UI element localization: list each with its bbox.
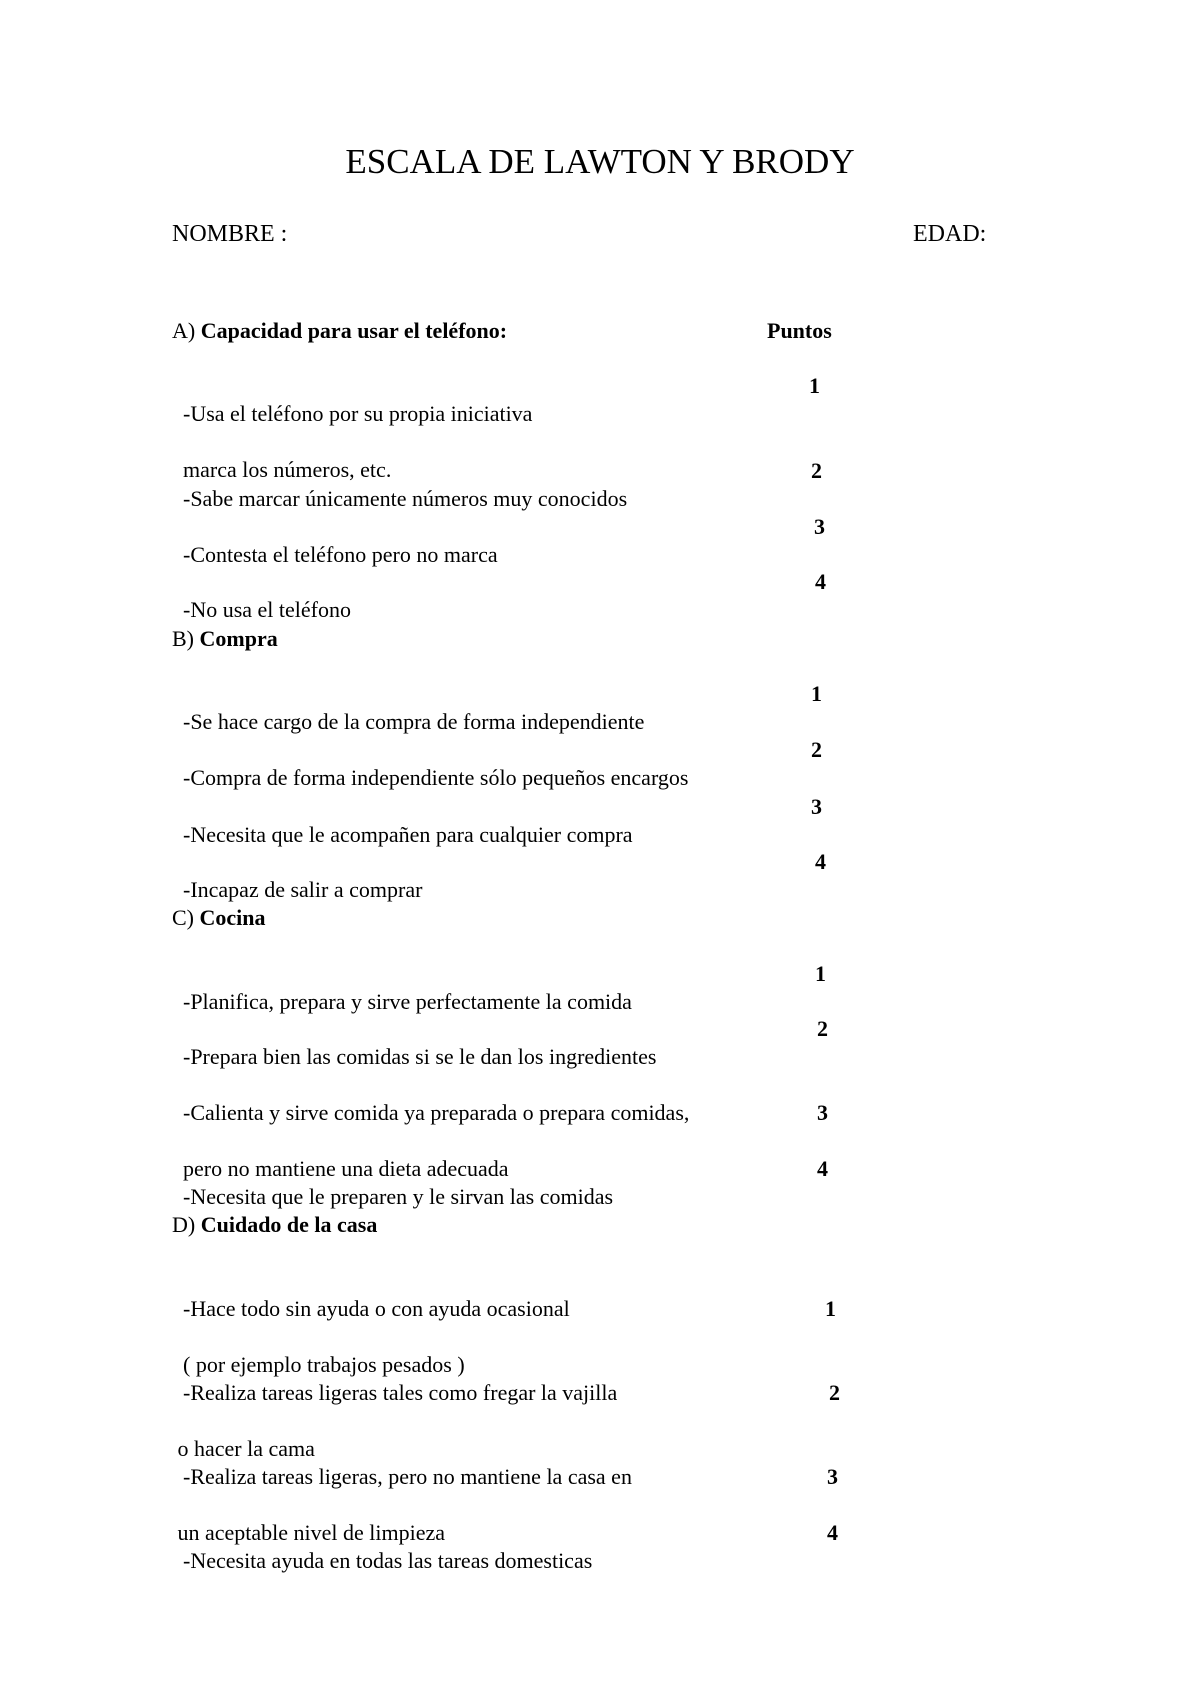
item-text: -Necesita que le preparen y le sirvan las comidas [183, 1184, 614, 1209]
item-text: -Sabe marcar únicamente números muy conocidos [183, 486, 628, 511]
section-letter: C) [172, 905, 194, 930]
list-item [172, 513, 498, 569]
item-points: 3 [811, 794, 822, 819]
item-points: 3 [817, 1100, 828, 1125]
item-points: 4 [827, 1520, 838, 1545]
item-points: 4 [815, 569, 826, 594]
item-points: 3 [814, 514, 825, 539]
item-text-continued: marca los números, etc. [172, 457, 392, 482]
section-letter: D) [172, 1212, 196, 1237]
item-points: 1 [809, 373, 820, 398]
item-text-continued: un aceptable nivel de limpieza [172, 1520, 446, 1545]
list-item [172, 680, 644, 736]
item-points: 2 [811, 458, 822, 483]
item-points: 1 [811, 681, 822, 706]
item-points: 2 [811, 737, 822, 762]
item-text: -Planifica, prepara y sirve perfectamente la comida [183, 989, 632, 1014]
section-letter: A) [172, 318, 196, 343]
item-points: 3 [827, 1464, 838, 1489]
item-text: -Incapaz de salir a comprar [183, 877, 423, 902]
item-text: -Compra de forma independiente sólo pequeños encargos [183, 765, 689, 790]
page-title: ESCALA DE LAWTON Y BRODY [345, 142, 855, 181]
item-points: 2 [829, 1380, 840, 1405]
item-points: 4 [817, 1156, 828, 1181]
item-text: -Hace todo sin ayuda o con ayuda ocasional [183, 1296, 570, 1321]
section-d-heading [172, 1211, 377, 1239]
list-item [172, 848, 422, 904]
item-text-continued: ( por ejemplo trabajos pesados ) [172, 1352, 465, 1377]
item-text: -Necesita que le acompañen para cualquier compra [183, 822, 633, 847]
edad-label: EDAD: [913, 221, 987, 247]
puntos-column-header: Puntos [767, 318, 832, 343]
list-item [172, 1015, 656, 1071]
section-name: Capacidad para usar el teléfono: [200, 318, 508, 343]
item-text: -Contesta el teléfono pero no marca [183, 542, 498, 567]
item-text: -Realiza tareas ligeras tales como fregar la vajilla [183, 1380, 618, 1405]
section-name: Cocina [199, 905, 266, 930]
list-item [172, 568, 351, 624]
list-item [172, 1155, 613, 1211]
item-text: -Necesita ayuda en todas las tareas domesticas [183, 1548, 593, 1573]
section-letter: B) [172, 626, 194, 651]
section-name: Cuidado de la casa [200, 1212, 378, 1237]
item-points: 1 [815, 961, 826, 986]
item-text-continued: o hacer la cama [172, 1436, 315, 1461]
section-b-heading [172, 625, 278, 653]
item-points: 2 [817, 1016, 828, 1041]
list-item [172, 457, 627, 513]
item-text: -Se hace cargo de la compra de forma independiente [183, 709, 645, 734]
list-item [172, 960, 632, 1016]
item-points: 1 [825, 1296, 836, 1321]
nombre-label: NOMBRE : [172, 221, 288, 247]
item-text: -No usa el teléfono [183, 597, 351, 622]
list-item [172, 736, 688, 792]
section-c-heading [172, 904, 266, 932]
item-points: 4 [815, 849, 826, 874]
section-a-heading [172, 317, 507, 345]
item-text-continued: pero no mantiene una dieta adecuada [172, 1156, 509, 1181]
item-text: -Prepara bien las comidas si se le dan los ingredientes [183, 1044, 657, 1069]
section-name: Compra [199, 626, 278, 651]
list-item [172, 1519, 592, 1575]
list-item [172, 793, 633, 849]
item-text: -Calienta y sirve comida ya preparada o prepara comidas, [183, 1100, 690, 1125]
item-text: -Usa el teléfono por su propia iniciativa [183, 401, 533, 426]
item-text: -Realiza tareas ligeras, pero no mantiene la casa en [183, 1464, 632, 1489]
